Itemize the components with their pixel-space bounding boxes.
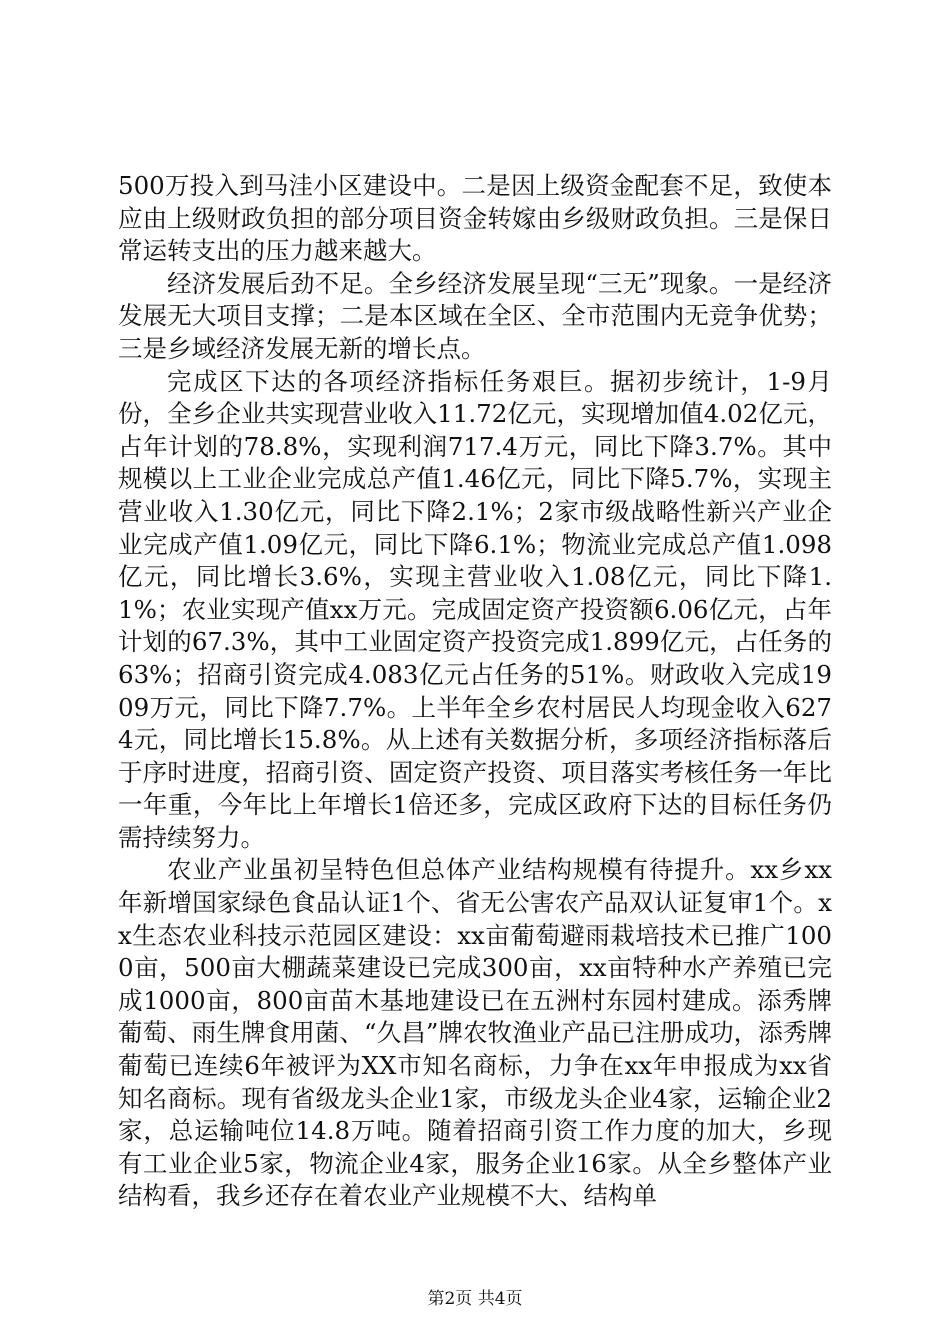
paragraph-economic-indicators: 完成区下达的各项经济指标任务艰巨。据初步统计，1-9月份，全乡企业共实现营业收入11.72亿元，实现增加值4.02亿元，占年计划的78.8%，实现利润717.4万元，同比下降3.7%。其中规模以上工业企业完成总产值1.46亿元，同比下降5.7%，实现主营业收入1.30亿元，同比下降2.1%；2家市级战略性新兴产业企业完成产值1.09亿元，同比下降6.1%；物流业完成总产值1.098亿元，同比增长3.6%，实现主营业收入1.08亿元，同比下降1.1%；农业实现产值xx万元。完成固定资产投资额6.06亿元，占年计划的67.3%，其中工业固定资产投资完成1.899亿元，占任务的63%；招商引资完成4.083亿元占任务的51%。财政收入完成1909万元，同比下降7.7%。上半年全乡农村居民人均现金收入6274元，同比增长15.8%。从上述有关数据分析，多项经济指标落后于序时进度，招商引资、固定资产投资、项目落实考核任务一年比一年重，今年比上年增长1倍还多，完成区政府下达的目标任务仍需持续努力。 xyxy=(118,366,832,852)
document-body xyxy=(118,170,832,1213)
paragraph-economic-momentum: 经济发展后劲不足。全乡经济发展呈现“三无”现象。一是经济发展无大项目支撑；二是本区域在全区、全市范围内无竞争优势；三是乡域经济发展无新的增长点。 xyxy=(118,268,832,363)
paragraph-continuation: 500万投入到马洼小区建设中。二是因上级资金配套不足，致使本应由上级财政负担的部分项目资金转嫁由乡级财政负担。三是保日常运转支出的压力越来越大。 xyxy=(118,171,832,266)
page-number-footer: 第2页 共4页 xyxy=(427,1289,523,1309)
paragraph-agriculture-industry: 农业产业虽初呈特色但总体产业结构规模有待提升。xx乡xx年新增国家绿色食品认证1个、省无公害农产品双认证复审1个。xx生态农业科技示范园区建设：xx亩葡萄避雨栽培技术已推广1000亩，500亩大棚蔬菜建设已完成300亩，xx亩特种水产养殖已完成1000亩，800亩苗木基地建设已在五洲村东园村建成。添秀牌葡萄、雨生牌食用菌、“久昌”牌农牧渔业产品已注册成功，添秀牌葡萄已连续6年被评为XX市知名商标，力争在xx年申报成为xx省知名商标。现有省级龙头企业1家，市级龙头企业4家，运输企业2家，总运输吨位14.8万吨。随着招商引资工作力度的加大，乡现有工业企业5家，物流企业4家，服务企业16家。从全乡整体产业结构看，我乡还存在着农业产业规模不大、结构单 xyxy=(118,855,832,1211)
